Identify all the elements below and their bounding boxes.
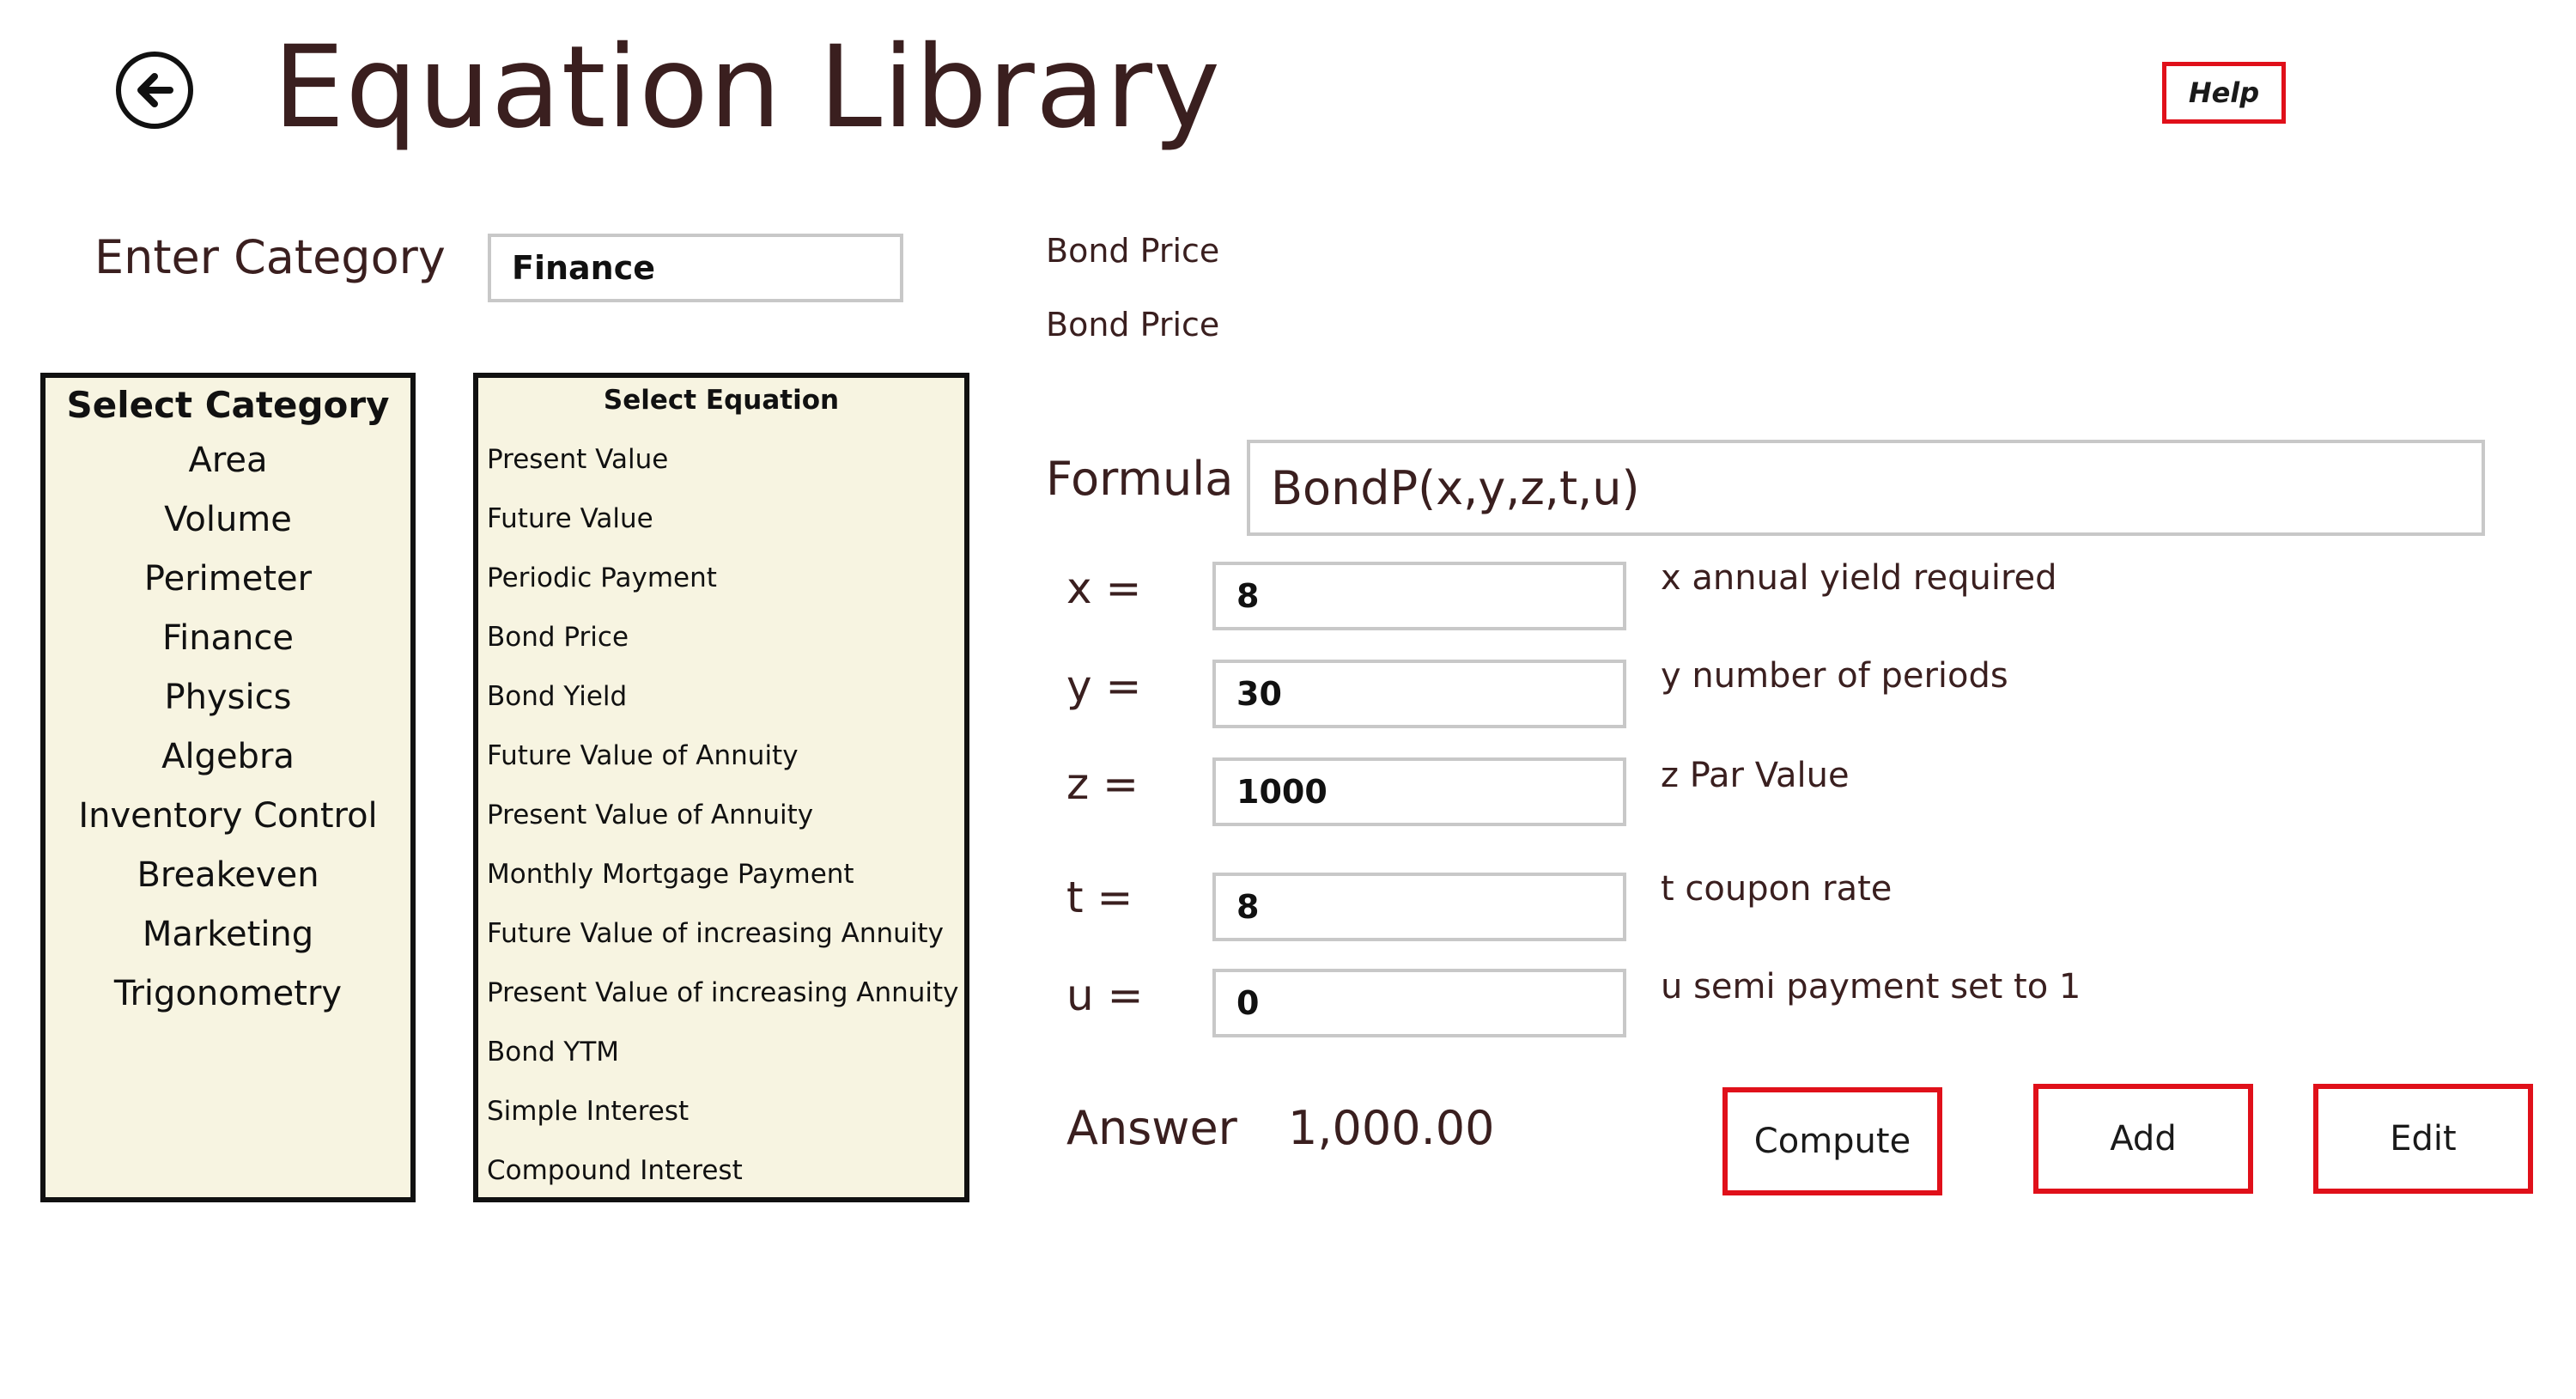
equation-item[interactable]: Present Value (487, 444, 669, 475)
variable-y-label: y = (1066, 661, 1142, 711)
variable-t-input[interactable] (1212, 873, 1626, 941)
add-button[interactable]: Add (2033, 1084, 2253, 1194)
variable-x-input[interactable] (1212, 562, 1626, 630)
compute-button[interactable]: Compute (1722, 1087, 1942, 1195)
variable-t-label: t = (1066, 873, 1133, 922)
category-item-inventory-control[interactable]: Inventory Control (78, 796, 378, 836)
variable-u-input[interactable] (1212, 969, 1626, 1037)
category-item-finance[interactable]: Finance (161, 618, 295, 658)
category-item-breakeven[interactable]: Breakeven (137, 855, 319, 895)
enter-category-label: Enter Category (94, 230, 446, 284)
variable-y-description: y number of periods (1661, 656, 2008, 696)
category-item-perimeter[interactable]: Perimeter (143, 559, 313, 599)
help-button[interactable]: Help (2162, 62, 2286, 124)
category-input[interactable] (488, 234, 903, 302)
answer-label: Answer (1066, 1101, 1237, 1155)
variable-x-description: x annual yield required (1661, 558, 2057, 598)
equation-item[interactable]: Bond Price (487, 622, 629, 653)
variable-x-label: x = (1066, 563, 1142, 613)
equation-item[interactable]: Future Value of increasing Annuity (487, 918, 944, 949)
equation-item[interactable]: Present Value of Annuity (487, 800, 814, 830)
variable-z-description: z Par Value (1661, 756, 1850, 795)
equation-name: Bond Price (1046, 232, 1220, 270)
equation-list (473, 373, 969, 1202)
formula-field: BondP(x,y,z,t,u) (1247, 440, 2485, 536)
category-item-area[interactable]: Area (188, 441, 268, 480)
equation-description: Bond Price (1046, 306, 1220, 344)
equation-item[interactable]: Future Value of Annuity (487, 740, 799, 771)
category-item-trigonometry[interactable]: Trigonometry (113, 974, 343, 1013)
back-button[interactable] (116, 52, 193, 129)
equation-item[interactable]: Future Value (487, 503, 653, 534)
formula-label: Formula (1046, 452, 1234, 506)
page-title: Equation Library (273, 21, 1222, 154)
variable-u-description: u semi payment set to 1 (1661, 967, 2081, 1007)
category-list (40, 373, 416, 1202)
edit-button[interactable]: Edit (2313, 1084, 2533, 1194)
equation-item[interactable]: Simple Interest (487, 1096, 690, 1127)
answer-value: 1,000.00 (1288, 1101, 1495, 1155)
variable-t-description: t coupon rate (1661, 869, 1893, 909)
back-arrow-icon (131, 66, 179, 114)
equation-item[interactable]: Bond YTM (487, 1037, 620, 1067)
category-item-algebra[interactable]: Algebra (161, 737, 295, 776)
variable-y-input[interactable] (1212, 660, 1626, 728)
equation-item[interactable]: Present Value of increasing Annuity (487, 977, 959, 1008)
equation-list-header: Select Equation (603, 385, 840, 416)
equation-item[interactable]: Monthly Mortgage Payment (487, 859, 854, 890)
category-item-physics[interactable]: Physics (164, 678, 292, 717)
equation-item[interactable]: Periodic Payment (487, 563, 717, 593)
variable-z-input[interactable] (1212, 757, 1626, 826)
equation-item[interactable]: Compound Interest (487, 1155, 743, 1186)
variable-z-label: z = (1066, 759, 1139, 809)
variable-u-label: u = (1066, 970, 1144, 1020)
category-list-header: Select Category (66, 384, 390, 426)
category-item-marketing[interactable]: Marketing (142, 915, 314, 954)
equation-item[interactable]: Bond Yield (487, 681, 628, 712)
category-item-volume[interactable]: Volume (164, 500, 292, 539)
